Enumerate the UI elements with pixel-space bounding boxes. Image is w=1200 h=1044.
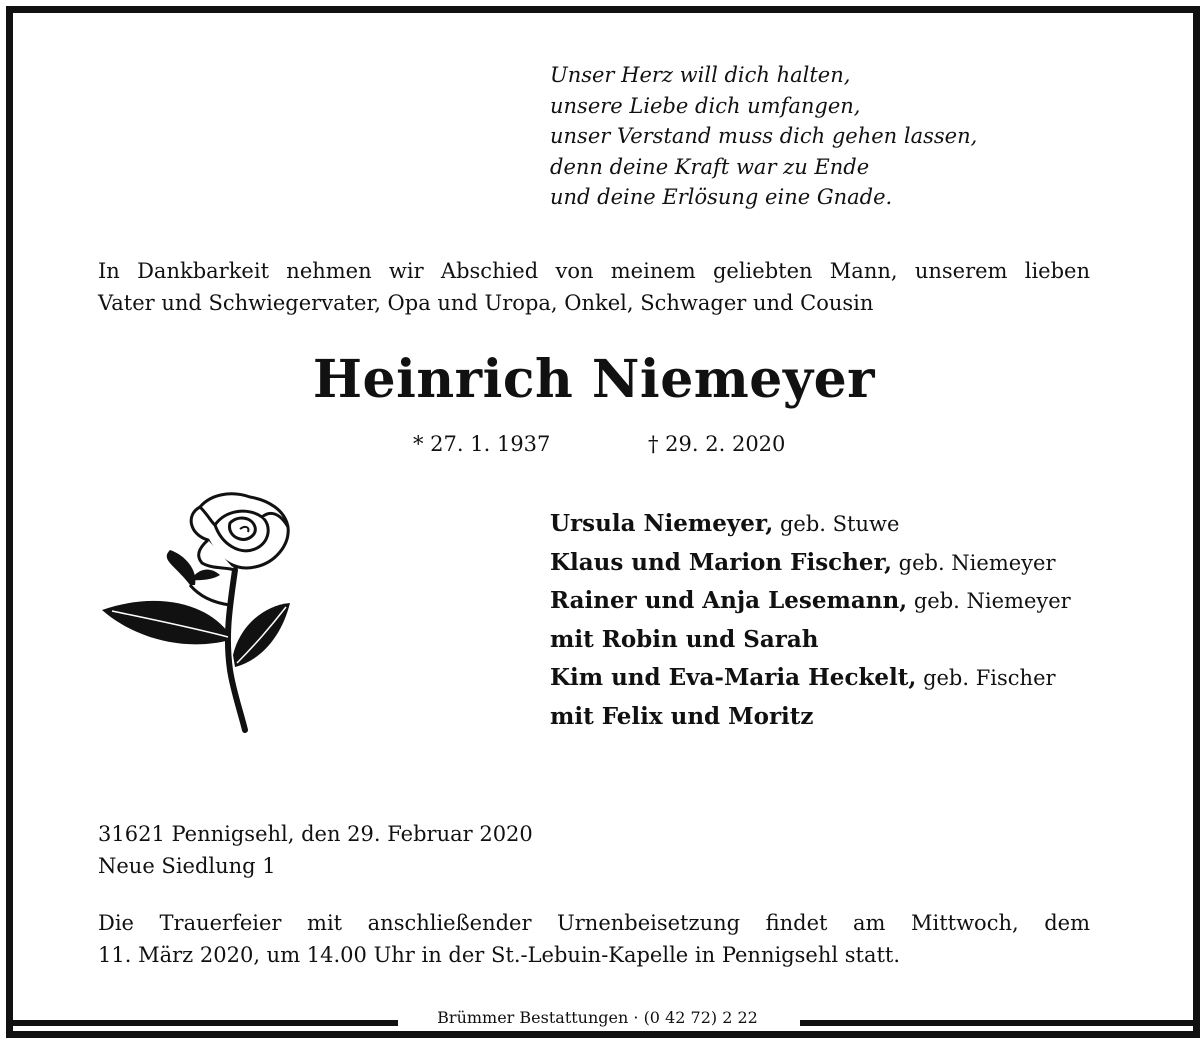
footer-rule-left — [6, 1020, 398, 1026]
poem-line: und deine Erlösung eine Gnade. — [550, 185, 893, 209]
poem-line: denn deine Kraft war zu Ende — [550, 154, 870, 179]
family-member — [550, 582, 1071, 621]
family-list — [550, 505, 1071, 736]
family-member-name: Rainer und Anja Lesemann, — [550, 587, 908, 614]
rose-icon — [90, 485, 320, 740]
birth-date: * 27. 1. 1937 — [413, 432, 551, 456]
poem-line: Unser Herz will dich halten, — [550, 63, 851, 87]
intro-line: Vater und Schwiegervater, Opa und Uropa, Onkel, Schwager und Cousin — [98, 291, 874, 315]
family-member-name: mit Felix und Moritz — [550, 702, 814, 730]
family-member — [550, 544, 1071, 583]
footer-rule-right — [800, 1020, 1193, 1026]
intro-line: In Dankbarkeit nehmen wir Abschied von meinem geliebten Mann, unserem lieben — [98, 259, 1090, 283]
poem — [550, 60, 977, 213]
funeral-home-credit: Brümmer Bestattungen · (0 42 72) 2 22 — [437, 1008, 758, 1027]
family-member-maiden-name: geb. Niemeyer — [891, 550, 1056, 575]
address-block — [98, 818, 533, 882]
family-member-maiden-name: geb. Fischer — [916, 666, 1056, 690]
intro-text — [98, 255, 1090, 319]
family-member — [550, 659, 1071, 698]
funeral-info — [98, 907, 1090, 971]
family-member-maiden-name: geb. Stuwe — [773, 512, 900, 536]
address-line: Neue Siedlung 1 — [98, 854, 276, 878]
address-line: 31621 Pennigsehl, den 29. Februar 2020 — [98, 822, 533, 846]
funeral-line: 11. März 2020, um 14.00 Uhr in der St.-Lebuin-Kapelle in Pennigsehl statt. — [98, 943, 901, 967]
family-member-name: Ursula Niemeyer, — [550, 510, 774, 537]
funeral-line: Die Trauerfeier mit anschließender Urnenbeisetzung findet am Mittwoch, dem — [98, 911, 1090, 935]
death-date: † 29. 2. 2020 — [648, 432, 786, 456]
poem-line: unser Verstand muss dich gehen lassen, — [550, 124, 978, 148]
family-member-maiden-name: geb. Niemeyer — [907, 589, 1071, 613]
poem-line: unsere Liebe dich umfangen, — [550, 93, 861, 118]
deceased-name: Heinrich Niemeyer — [312, 349, 876, 410]
family-member — [550, 505, 1071, 544]
family-member — [550, 698, 1071, 737]
family-member-name: Kim und Eva-Maria Heckelt, — [550, 664, 917, 691]
footer — [395, 1008, 800, 1034]
family-member-name: Klaus und Marion Fischer, — [550, 548, 892, 576]
family-member — [550, 621, 1071, 660]
family-member-name: mit Robin und Sarah — [550, 625, 819, 653]
